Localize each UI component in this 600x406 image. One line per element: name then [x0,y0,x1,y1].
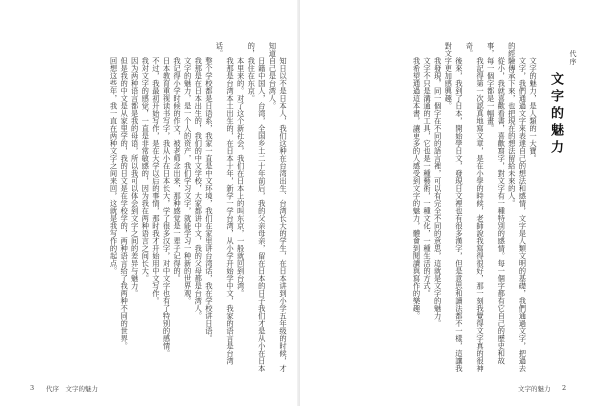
chapter-label: 代序 [569,50,577,66]
paragraph: 日籍中国人，台湾，全国乡土二十年前后，我的父亲母亲，留在日本的日子我们才是从小在日本的，我住在东京。 [247,42,267,372]
paragraph: 我那是在日本出生的，我们的中文学校，大家都讲中文，我的父母都是台湾人。 [194,56,204,320]
left-page-number: 3 [30,384,35,392]
paragraph: 不过，我最初开始写作，是在大学以后的事情，那时我才开始用中文写作。 [151,56,161,305]
paragraph: 文字的魅力，是一个人的资产，我们学习文字，就能学习一种新的世界观。 [183,56,193,305]
paragraph: 我希望通過這本書，讓更多的人感受到文字的魅力，體會到閱讀與寫作的樂趣。 [412,56,422,320]
paragraph: 回想这些年，我一直在两种文字之间来回，这就是我写作的起点。 [109,56,119,275]
paragraph: 我记得小学时候的作文，被老师念出来，那种感觉是一辈子记得的。 [173,56,183,282]
paragraph: 我發現，同一個字在不同的語言裡，可以有完全不同的意思，這就是文字的魅力。 [433,56,443,327]
paragraph: 文字的魅力，是人類的一大寶。 [529,56,538,162]
right-page [300,0,600,406]
paragraph: 文字，我們通過文字來表達自己的想法和感情，文字是人類文明的基礎，我們通過文字，把過去的經驗傳承下來，也把現在的想法留給未來的人。 [507,42,528,372]
paragraph: 我对文字的感觉，一直是非常敏感的，因为我在两种语言之间长大。 [141,56,151,282]
paragraph: 我記得第一次認真地寫文章，是在小學的時候，老師說我寫得很好，那一刻我覺得文字真的很神奇。 [465,42,486,372]
paragraph: 從小，我就喜歡看書，喜歡寫字，對文字有一種特別的感情。每一個字都有它自己的歷史和故事，每一個字都是一幅畫。 [486,42,507,365]
paragraph: 但是我的中文是从家里学的，我的日文是在学校学的，两种语言给了我两种不同的世界。 [120,56,130,350]
paragraph: 本里来的。对了这个新社会，我们在日本上的叫东京，一般就回到台湾。 [236,56,246,297]
right-page-number: 2 [562,384,567,392]
paragraph: 整个学校都是日语系，我家一直是中文环境，我们在家里讲台湾话，我在学校讲日语。 [204,56,214,342]
paragraph: 後來，我到了日本，開始學日文，發現日文裡也有很多漢字，但是意思和讀法都不一樣，這讓我對文字更加感興趣。 [444,42,464,372]
chapter-title: 文字的魅力 [548,72,563,157]
paragraph: 我那是台湾本土出生的，在日本十年，新学一学台湾，从小学开始学中文，我家的语言是台湾话。 [215,42,236,365]
paragraph: 日本教育重视读书写字，我从小在日本长大，学了很多汉字，对中文字也有了特别的感情。 [162,56,172,357]
left-running-head: 代序 文字的魅力 [46,385,98,393]
paragraph: 因为两种语言都是我的母语，所以我可以体会到文字之间的差异与魅力。 [130,56,140,297]
right-page-body [324,42,538,372]
left-page-body [26,42,288,372]
paragraph: 文字不只是溝通的工具，它也是一種藝術，一種文化，一種生活的方式。 [423,56,433,297]
paragraph: 知日以不是日本人，我们这种在台湾出生、台湾长大的学生，在日本讲到小学五年级的时候，才知道自己是台湾人。 [268,42,288,372]
right-running-head: 文字的魅力 [518,385,551,393]
